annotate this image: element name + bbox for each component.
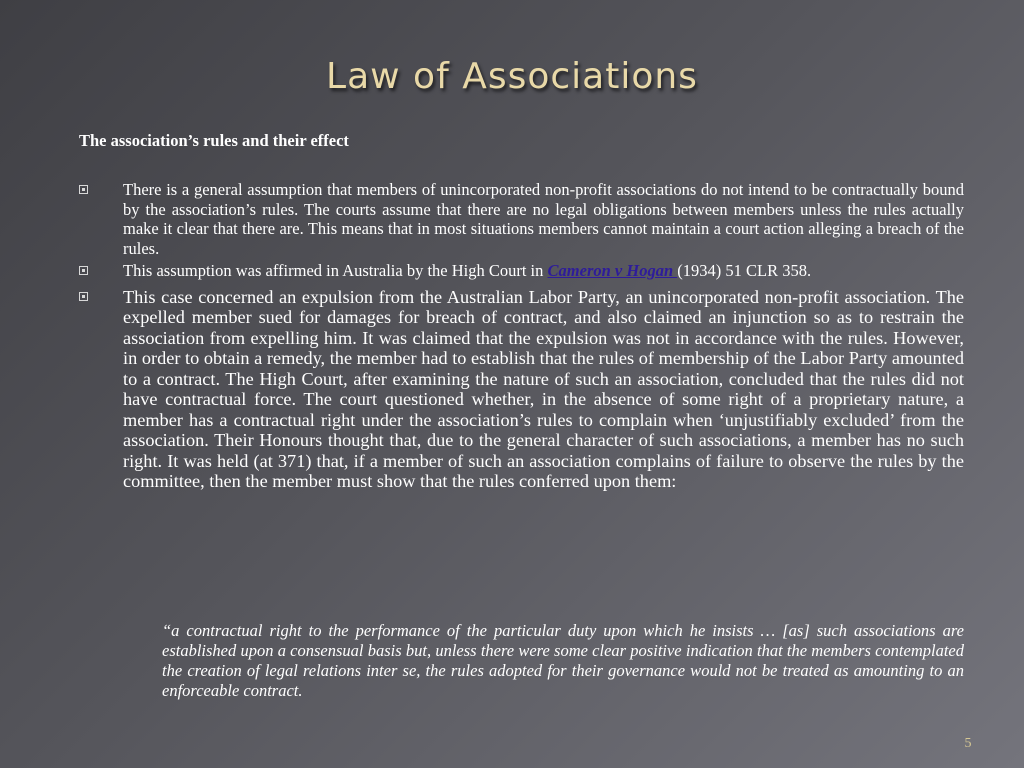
bullet-item — [79, 180, 964, 258]
bullet-item — [79, 287, 964, 492]
bullet-text: This case concerned an expulsion from the Australian Labor Party, an unincorporated non-profit association. The expelled member sued for damages for breach of contract, and also claimed an injunction so as to restrain the association from expelling him. It was claimed that the expulsion was not in accordance with the rules. However, in order to obtain a remedy, the member had to establish that the rules of membership of the Labor Party amounted to a contract. The High Court, after examining the nature of such an association, concluded that the rules did not have contractual force. The court questioned whether, in the absence of some right of a proprietary nature, a member has a contractual right under the association’s rules to complain when ‘unjustifiably excluded’ from the association. Their Honours thought that, due to the general character of such associations, a member has no such right. It was held (at 371) that, if a member of such an association complains of failure to observe the rules by the committee, then the member must show that the rules conferred upon them: — [123, 286, 964, 491]
case-link[interactable]: Cameron v Hogan — [547, 261, 678, 280]
bullet-text-after: (1934) 51 CLR 358. — [677, 261, 812, 280]
bullet-list — [79, 180, 964, 492]
section-subtitle: The association’s rules and their effect — [79, 131, 349, 150]
bullet-text: There is a general assumption that members of unincorporated non-profit associations do not intend to be contractually bound by the association’s rules. The courts assume that there are no legal obligations between members unless the rules actually make it clear that there are. This means that in most situations members cannot maintain a court action alleging a breach of the rules. — [123, 180, 964, 258]
square-bullet-icon — [79, 292, 88, 301]
block-quote: “a contractual right to the performance of the particular duty upon which he insists … [as] such associations are established upon a consensual basis but, unless there were some clear positive indication that the members contemplated the creation of legal relations inter se, the rules adopted for their governance would not be treated as amounting to an enforceable contract. — [162, 621, 964, 700]
bullet-item — [79, 261, 964, 281]
slide-title: Law of Associations — [326, 56, 698, 97]
bullet-text-before: This assumption was affirmed in Australia by the High Court in — [123, 261, 548, 280]
square-bullet-icon — [79, 266, 88, 275]
slide-number: 5 — [964, 736, 972, 751]
square-bullet-icon — [79, 185, 88, 194]
